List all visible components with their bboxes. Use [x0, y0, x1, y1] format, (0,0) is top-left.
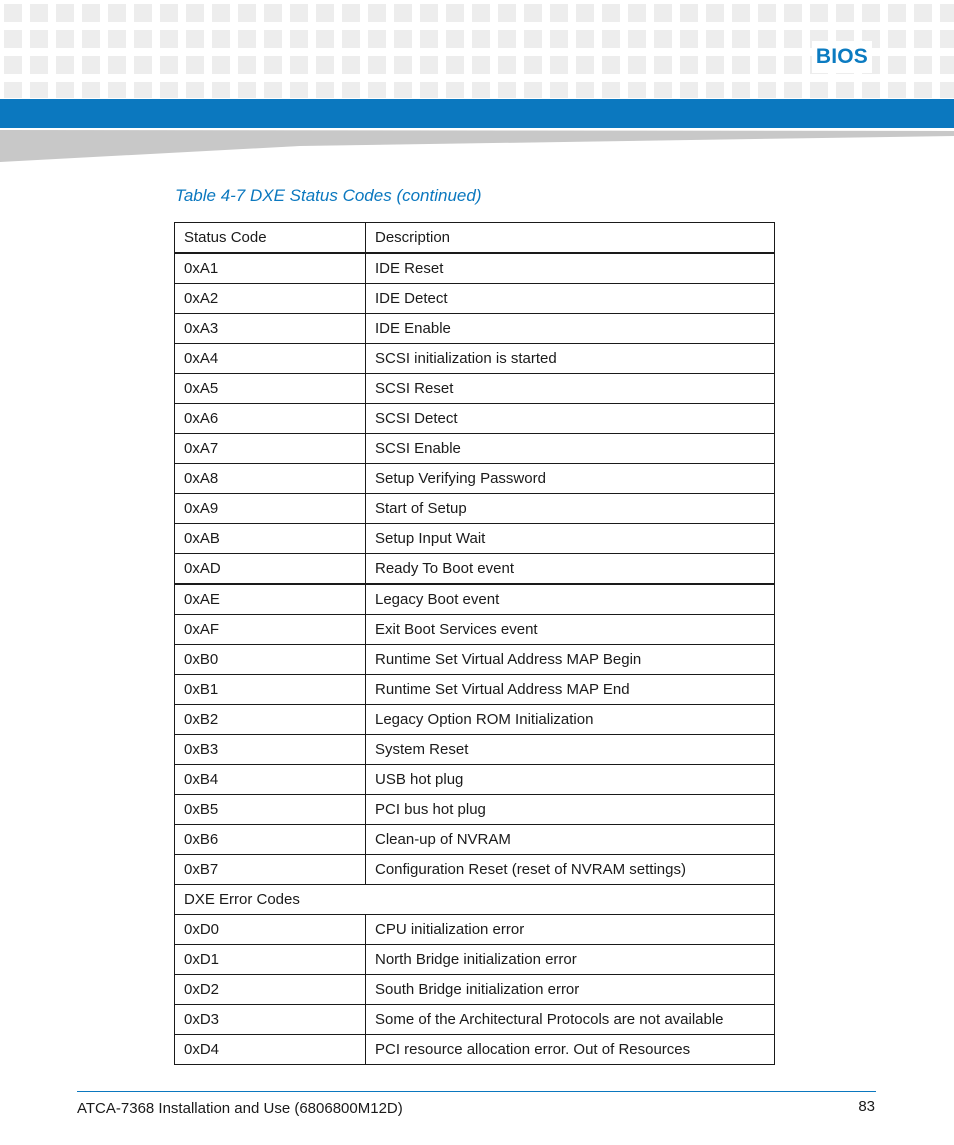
pattern-square [706, 56, 724, 74]
pattern-square [810, 82, 828, 98]
table-row [175, 494, 775, 524]
pattern-square [56, 4, 74, 22]
pattern-square [888, 56, 906, 74]
status-code-cell: 0xD2 [175, 975, 366, 1005]
pattern-square [914, 30, 932, 48]
table-row [175, 735, 775, 765]
table-row [175, 374, 775, 404]
description-cell: PCI resource allocation error. Out of Resources [366, 1035, 775, 1065]
pattern-square [342, 30, 360, 48]
description-cell: SCSI Detect [366, 404, 775, 434]
pattern-square [290, 56, 308, 74]
table-row [175, 344, 775, 374]
status-code-cell: 0xA2 [175, 284, 366, 314]
pattern-square [914, 4, 932, 22]
pattern-square [888, 4, 906, 22]
pattern-square [160, 30, 178, 48]
status-code-cell: 0xB1 [175, 675, 366, 705]
pattern-square [550, 56, 568, 74]
pattern-square [446, 30, 464, 48]
description-cell: Runtime Set Virtual Address MAP End [366, 675, 775, 705]
pattern-square [368, 4, 386, 22]
table-row [175, 675, 775, 705]
pattern-square [4, 56, 22, 74]
pattern-square [4, 4, 22, 22]
pattern-square [394, 82, 412, 98]
pattern-square [4, 30, 22, 48]
pattern-square [706, 82, 724, 98]
table-row [175, 945, 775, 975]
table-row [175, 554, 775, 585]
pattern-square [498, 30, 516, 48]
description-cell: Configuration Reset (reset of NVRAM settings) [366, 855, 775, 885]
pattern-square [914, 82, 932, 98]
status-code-cell: 0xB7 [175, 855, 366, 885]
pattern-square [368, 82, 386, 98]
pattern-square [394, 4, 412, 22]
pattern-square [628, 30, 646, 48]
pattern-square [940, 4, 954, 22]
pattern-square [82, 30, 100, 48]
pattern-square [576, 82, 594, 98]
status-code-cell: 0xAB [175, 524, 366, 554]
description-cell: Clean-up of NVRAM [366, 825, 775, 855]
pattern-square [368, 56, 386, 74]
status-code-cell: 0xD4 [175, 1035, 366, 1065]
pattern-square [654, 30, 672, 48]
pattern-square [316, 30, 334, 48]
pattern-square [498, 82, 516, 98]
pattern-square [862, 82, 880, 98]
description-cell: SCSI Enable [366, 434, 775, 464]
pattern-square [524, 56, 542, 74]
status-code-cell: 0xA8 [175, 464, 366, 494]
pattern-square [186, 30, 204, 48]
pattern-square [706, 30, 724, 48]
status-code-cell: 0xB4 [175, 765, 366, 795]
status-code-cell: 0xA5 [175, 374, 366, 404]
table-row [175, 825, 775, 855]
pattern-square [342, 82, 360, 98]
pattern-square [732, 82, 750, 98]
pattern-square [212, 56, 230, 74]
pattern-square [602, 82, 620, 98]
pattern-square [784, 82, 802, 98]
pattern-square [420, 4, 438, 22]
section-row [175, 885, 775, 915]
table-row [175, 284, 775, 314]
column-header-status-code: Status Code [175, 223, 366, 254]
pattern-square [914, 56, 932, 74]
pattern-square [134, 56, 152, 74]
pattern-square [732, 4, 750, 22]
status-code-cell: 0xAF [175, 615, 366, 645]
table-row [175, 524, 775, 554]
status-code-cell: 0xA9 [175, 494, 366, 524]
section-title: BIOS [812, 41, 872, 73]
description-cell: Some of the Architectural Protocols are not available [366, 1005, 775, 1035]
pattern-square [472, 56, 490, 74]
pattern-square [56, 82, 74, 98]
table-row [175, 705, 775, 735]
pattern-square [888, 30, 906, 48]
table-row [175, 855, 775, 885]
pattern-square [264, 56, 282, 74]
status-code-cell: 0xB0 [175, 645, 366, 675]
pattern-square [680, 82, 698, 98]
footer-divider [77, 1091, 876, 1092]
pattern-square [56, 56, 74, 74]
status-code-cell: 0xB3 [175, 735, 366, 765]
pattern-square [680, 30, 698, 48]
table-row [175, 915, 775, 945]
pattern-square [160, 56, 178, 74]
pattern-square [134, 4, 152, 22]
pattern-square [654, 82, 672, 98]
pattern-square [784, 56, 802, 74]
pattern-square [264, 4, 282, 22]
description-cell: Legacy Boot event [366, 584, 775, 615]
pattern-square [836, 4, 854, 22]
pattern-square [784, 4, 802, 22]
pattern-square [108, 82, 126, 98]
table-row [175, 765, 775, 795]
pattern-square [550, 4, 568, 22]
pattern-square [524, 30, 542, 48]
pattern-square [82, 82, 100, 98]
pattern-square [342, 4, 360, 22]
pattern-square [758, 30, 776, 48]
pattern-square [940, 30, 954, 48]
pattern-square [238, 4, 256, 22]
table-row [175, 253, 775, 284]
pattern-square [420, 30, 438, 48]
pattern-square [342, 56, 360, 74]
description-cell: Setup Input Wait [366, 524, 775, 554]
description-cell: USB hot plug [366, 765, 775, 795]
dxe-status-codes-table [174, 222, 775, 1065]
pattern-square [186, 56, 204, 74]
pattern-square [472, 82, 490, 98]
pattern-square [290, 4, 308, 22]
status-code-cell: 0xA3 [175, 314, 366, 344]
description-cell: Runtime Set Virtual Address MAP Begin [366, 645, 775, 675]
pattern-square [394, 56, 412, 74]
description-cell: System Reset [366, 735, 775, 765]
pattern-square [30, 82, 48, 98]
description-cell: Ready To Boot event [366, 554, 775, 585]
pattern-square [212, 4, 230, 22]
pattern-square [836, 82, 854, 98]
pattern-square [82, 4, 100, 22]
pattern-square [212, 82, 230, 98]
status-code-cell: 0xA7 [175, 434, 366, 464]
description-cell: IDE Detect [366, 284, 775, 314]
pattern-square [628, 4, 646, 22]
description-cell: Setup Verifying Password [366, 464, 775, 494]
pattern-square [576, 56, 594, 74]
pattern-square [238, 56, 256, 74]
pattern-square [212, 30, 230, 48]
status-code-cell: 0xA4 [175, 344, 366, 374]
pattern-square [30, 56, 48, 74]
pattern-square [82, 56, 100, 74]
status-code-cell: 0xAD [175, 554, 366, 585]
pattern-square [394, 30, 412, 48]
table-body [175, 223, 775, 1065]
description-cell: IDE Reset [366, 253, 775, 284]
pattern-square [108, 4, 126, 22]
pattern-square [264, 82, 282, 98]
table-row [175, 1035, 775, 1065]
pattern-square [576, 30, 594, 48]
status-code-cell: 0xD1 [175, 945, 366, 975]
pattern-square [108, 30, 126, 48]
pattern-square [4, 82, 22, 98]
pattern-square [498, 56, 516, 74]
pattern-square [30, 4, 48, 22]
pattern-square [186, 4, 204, 22]
pattern-square [108, 56, 126, 74]
description-cell: CPU initialization error [366, 915, 775, 945]
pattern-square [576, 4, 594, 22]
pattern-square [238, 30, 256, 48]
pattern-square [238, 82, 256, 98]
pattern-square [888, 82, 906, 98]
pattern-square [680, 56, 698, 74]
pattern-square [420, 82, 438, 98]
status-code-cell: 0xAE [175, 584, 366, 615]
pattern-square [134, 30, 152, 48]
pattern-square [680, 4, 698, 22]
pattern-square [654, 56, 672, 74]
pattern-square [290, 30, 308, 48]
pattern-square [472, 4, 490, 22]
table-row [175, 314, 775, 344]
column-header-description: Description [366, 223, 775, 254]
table-row [175, 434, 775, 464]
description-cell: Legacy Option ROM Initialization [366, 705, 775, 735]
pattern-square [446, 4, 464, 22]
description-cell: SCSI Reset [366, 374, 775, 404]
status-code-cell: 0xD0 [175, 915, 366, 945]
description-cell: South Bridge initialization error [366, 975, 775, 1005]
table-row [175, 645, 775, 675]
table-row [175, 795, 775, 825]
description-cell: North Bridge initialization error [366, 945, 775, 975]
pattern-square [316, 82, 334, 98]
pattern-square [368, 30, 386, 48]
pattern-square [602, 4, 620, 22]
footer-page-number: 83 [858, 1098, 875, 1115]
pattern-square [56, 30, 74, 48]
pattern-square [472, 30, 490, 48]
pattern-square [316, 4, 334, 22]
pattern-square [446, 56, 464, 74]
table-row [175, 404, 775, 434]
table-row [175, 615, 775, 645]
table-row [175, 975, 775, 1005]
status-code-cell: 0xB5 [175, 795, 366, 825]
pattern-square [940, 82, 954, 98]
pattern-square [498, 4, 516, 22]
table-row [175, 464, 775, 494]
status-code-cell: 0xD3 [175, 1005, 366, 1035]
pattern-square [30, 30, 48, 48]
status-code-cell: 0xA1 [175, 253, 366, 284]
pattern-square [758, 82, 776, 98]
status-code-cell: 0xB6 [175, 825, 366, 855]
description-cell: Start of Setup [366, 494, 775, 524]
pattern-square [654, 4, 672, 22]
table-header-row [175, 223, 775, 254]
pattern-square [602, 56, 620, 74]
pattern-square [524, 82, 542, 98]
pattern-square [550, 82, 568, 98]
pattern-square [862, 4, 880, 22]
pattern-square [316, 56, 334, 74]
section-label-cell: DXE Error Codes [175, 885, 775, 915]
header-gray-swoosh [0, 128, 954, 164]
header-blue-band [0, 99, 954, 128]
table-row [175, 584, 775, 615]
pattern-square [758, 56, 776, 74]
pattern-square [732, 56, 750, 74]
pattern-square [602, 30, 620, 48]
pattern-square [420, 56, 438, 74]
pattern-square [628, 56, 646, 74]
pattern-square [446, 82, 464, 98]
description-cell: IDE Enable [366, 314, 775, 344]
pattern-square [628, 82, 646, 98]
pattern-square [160, 4, 178, 22]
pattern-square [524, 4, 542, 22]
pattern-square [264, 30, 282, 48]
pattern-square [160, 82, 178, 98]
pattern-square [758, 4, 776, 22]
status-code-cell: 0xB2 [175, 705, 366, 735]
table-row [175, 1005, 775, 1035]
pattern-square [706, 4, 724, 22]
table-caption: Table 4-7 DXE Status Codes (continued) [175, 186, 482, 205]
pattern-square [940, 56, 954, 74]
pattern-square [810, 4, 828, 22]
status-code-cell: 0xA6 [175, 404, 366, 434]
footer-document-title: ATCA-7368 Installation and Use (6806800M12D) [77, 1100, 403, 1117]
description-cell: PCI bus hot plug [366, 795, 775, 825]
pattern-square [186, 82, 204, 98]
pattern-square [784, 30, 802, 48]
description-cell: SCSI initialization is started [366, 344, 775, 374]
pattern-square [290, 82, 308, 98]
pattern-square [134, 82, 152, 98]
pattern-square [550, 30, 568, 48]
pattern-square [732, 30, 750, 48]
description-cell: Exit Boot Services event [366, 615, 775, 645]
